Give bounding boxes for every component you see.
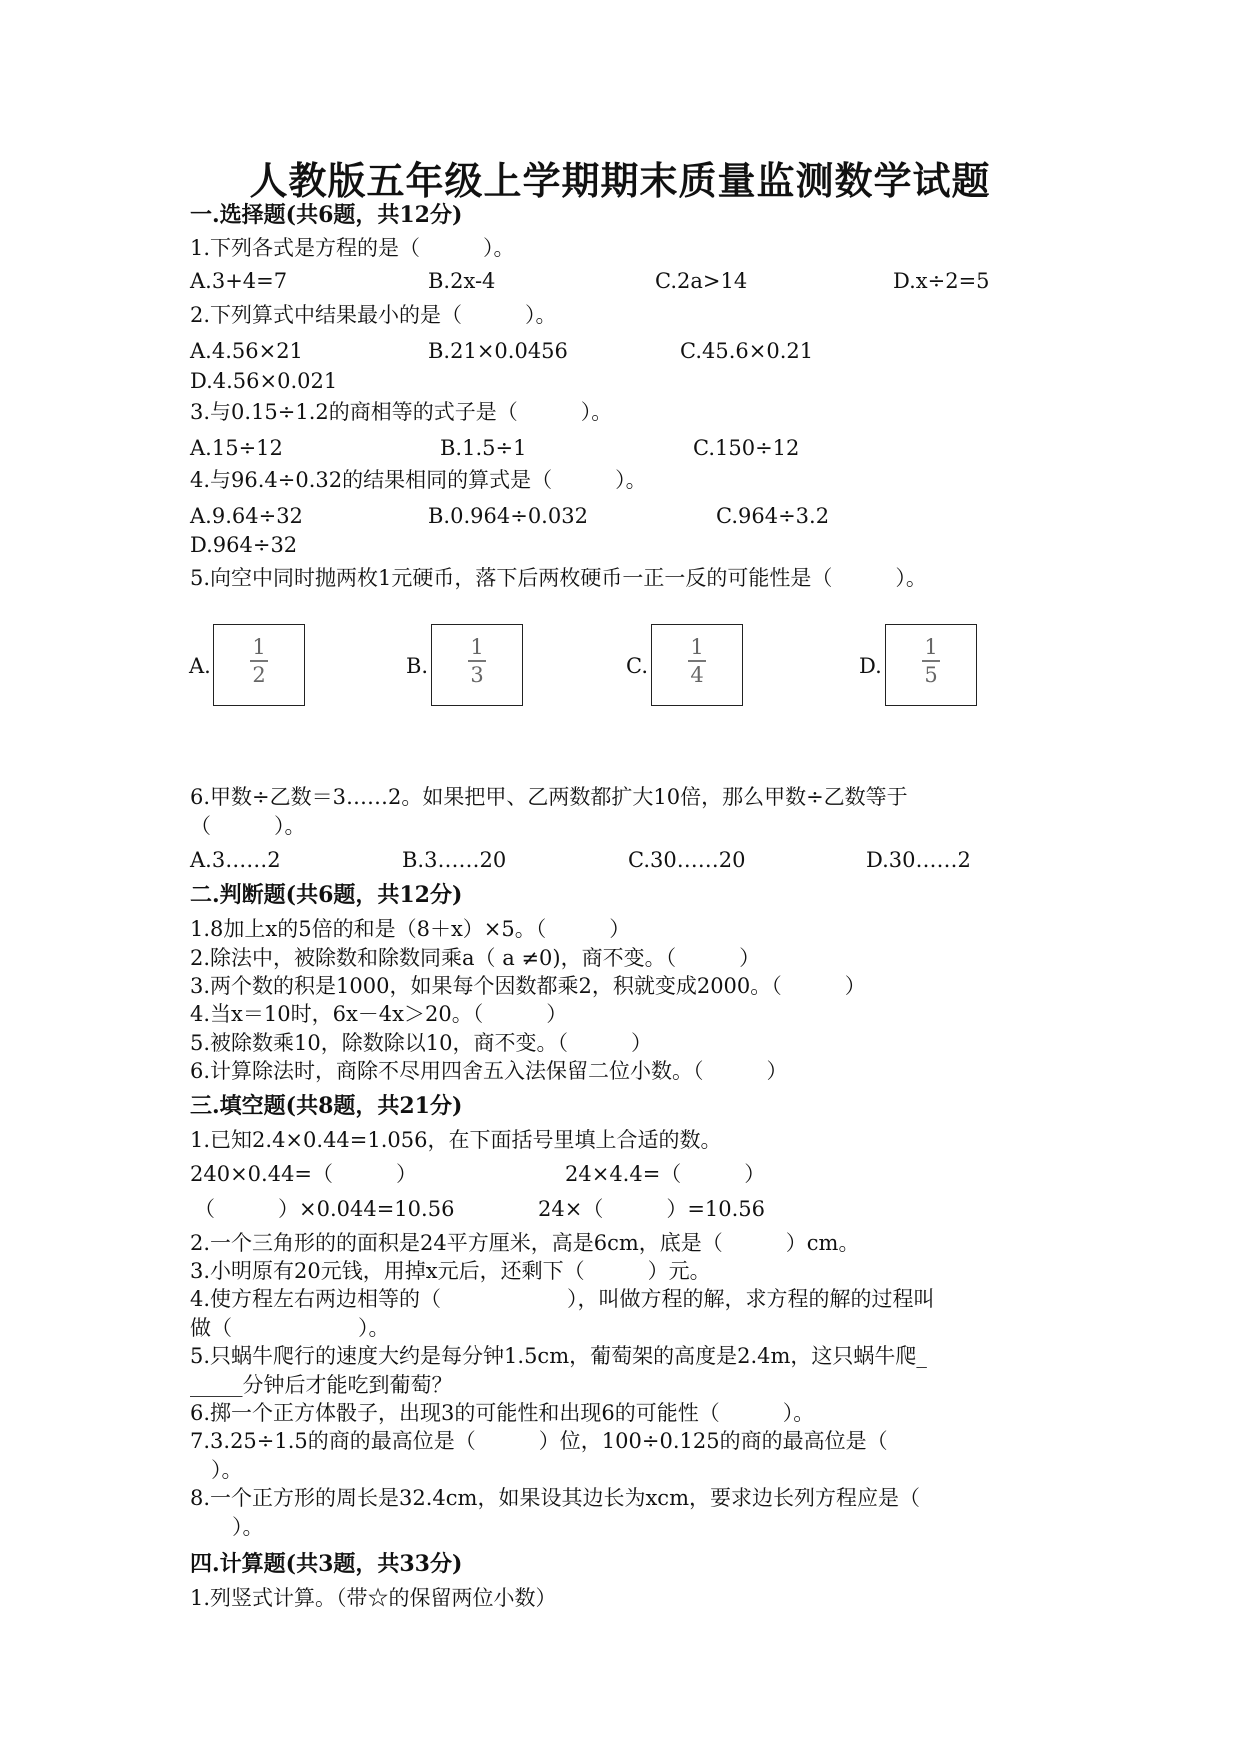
choice-q3-option-a: A.15÷12	[190, 436, 283, 460]
fraction-denominator: 4	[690, 662, 704, 687]
fraction-denominator: 5	[924, 662, 938, 687]
fraction-numerator: 1	[924, 635, 938, 659]
choice-q2-option-a: A.4.56×21	[190, 339, 303, 363]
fill-q1-part-c: （ ）×0.044=10.56	[194, 1197, 455, 1221]
choice-q5-box-c	[651, 624, 743, 706]
judge-q2: 2.除法中，被除数和除数同乘a（ a ≠0)，商不变。（ ）	[190, 946, 761, 970]
judge-q5: 5.被除数乘10，除数除以10，商不变。（ ）	[190, 1031, 652, 1055]
choice-q4: 4.与96.4÷0.32的结果相同的算式是（ ）。	[190, 468, 647, 492]
choice-q5-label-d: D.	[859, 654, 882, 678]
choice-q1-option-b: B.2x-4	[428, 269, 496, 293]
choice-q1: 1.下列各式是方程的是（ ）。	[190, 236, 515, 260]
choice-q2: 2.下列算式中结果最小的是（ ）。	[190, 303, 557, 327]
fraction-denominator: 3	[470, 662, 484, 687]
choice-q2-option-c: C.45.6×0.21	[680, 339, 814, 363]
choice-q1-option-d: D.x÷2=5	[893, 269, 990, 293]
choice-q6-option-b: B.3……20	[402, 848, 507, 872]
choice-q1-option-c: C.2a>14	[655, 269, 748, 293]
choice-q5-box-a	[213, 624, 305, 706]
fill-q8-line2: ）。	[190, 1515, 264, 1539]
judge-q1: 1.8加上x的5倍的和是（8＋x）×5。（ ）	[190, 917, 631, 941]
section-heading-choice: 一.选择题(共6题，共12分)	[190, 202, 463, 228]
choice-q6-line1: 6.甲数÷乙数＝3……2。如果把甲、乙两数都扩大10倍，那么甲数÷乙数等于	[190, 785, 908, 809]
choice-q5-label-b: B.	[406, 654, 429, 678]
judge-q3: 3.两个数的积是1000，如果每个因数都乘2，积就变成2000。（ ）	[190, 974, 866, 998]
calc-q1: 1.列竖式计算。（带☆的保留两位小数）	[190, 1586, 557, 1610]
fill-q6: 6.掷一个正方体骰子，出现3的可能性和出现6的可能性（ ）。	[190, 1401, 815, 1425]
fill-q5-line1: 5.只蜗牛爬行的速度大约是每分钟1.5cm，葡萄架的高度是2.4m，这只蜗牛爬_	[190, 1344, 927, 1368]
fill-q4-line1: 4.使方程左右两边相等的（ ），叫做方程的解，求方程的解的过程叫	[190, 1287, 935, 1311]
section-heading-calc: 四.计算题(共3题，共33分)	[190, 1551, 463, 1577]
choice-q6-line2: （ ）。	[190, 814, 306, 838]
choice-q5: 5.向空中同时抛两枚1元硬币，落下后两枚硬币一正一反的可能性是（ ）。	[190, 566, 927, 590]
fraction-denominator: 2	[252, 662, 266, 687]
section-heading-judge: 二.判断题(共6题，共12分)	[190, 882, 463, 908]
choice-q1-option-a: A.3+4=7	[190, 269, 288, 293]
choice-q5-box-b	[431, 624, 523, 706]
fill-q1-part-a: 240×0.44=（ ）	[190, 1162, 418, 1186]
section-heading-fill: 三.填空题(共8题，共21分)	[190, 1093, 463, 1119]
fraction-bar	[468, 660, 486, 662]
fraction-one-quarter	[652, 635, 742, 687]
choice-q6-option-c: C.30……20	[628, 848, 746, 872]
fill-q8-line1: 8.一个正方形的周长是32.4cm，如果设其边长为xcm，要求边长列方程应是（	[190, 1486, 920, 1510]
fill-q3: 3.小明原有20元钱，用掉x元后，还剩下（ ）元。	[190, 1259, 711, 1283]
judge-q6: 6.计算除法时，商除不尽用四舍五入法保留二位小数。（ ）	[190, 1059, 788, 1083]
choice-q2-option-b: B.21×0.0456	[428, 339, 568, 363]
choice-q2-option-d: D.4.56×0.021	[190, 369, 338, 393]
fill-q4-line2: 做（ ）。	[190, 1316, 390, 1340]
fill-q1: 1.已知2.4×0.44=1.056，在下面括号里填上合适的数。	[190, 1128, 722, 1152]
choice-q3: 3.与0.15÷1.2的商相等的式子是（ ）。	[190, 400, 613, 424]
fraction-one-half	[214, 635, 304, 687]
choice-q4-option-b: B.0.964÷0.032	[428, 504, 588, 528]
choice-q5-label-c: C.	[626, 654, 648, 678]
choice-q4-option-a: A.9.64÷32	[190, 504, 303, 528]
fraction-numerator: 1	[690, 635, 704, 659]
choice-q5-label-a: A.	[189, 654, 211, 678]
choice-q4-option-c: C.964÷3.2	[716, 504, 830, 528]
choice-q4-option-d: D.964÷32	[190, 533, 298, 557]
fraction-bar	[922, 660, 940, 662]
fraction-one-third	[432, 635, 522, 687]
choice-q5-box-d	[885, 624, 977, 706]
choice-q3-option-c: C.150÷12	[693, 436, 800, 460]
fraction-one-fifth	[886, 635, 976, 687]
page-title: 人教版五年级上学期期末质量监测数学试题	[249, 158, 991, 203]
fill-q1-part-b: 24×4.4=（ ）	[565, 1162, 766, 1186]
fraction-bar	[688, 660, 706, 662]
fill-q2: 2.一个三角形的的面积是24平方厘米，高是6cm，底是（ ）cm。	[190, 1231, 860, 1255]
choice-q3-option-b: B.1.5÷1	[440, 436, 527, 460]
choice-q6-option-a: A.3……2	[190, 848, 281, 872]
fraction-bar	[250, 660, 268, 662]
fill-q5-line2: _____分钟后才能吃到葡萄？	[190, 1373, 453, 1397]
fraction-numerator: 1	[252, 635, 266, 659]
fraction-numerator: 1	[470, 635, 484, 659]
fill-q7-line1: 7.3.25÷1.5的商的最高位是（ ）位，100÷0.125的商的最高位是（	[190, 1429, 888, 1453]
fill-q1-part-d: 24×（ ）=10.56	[538, 1197, 766, 1221]
judge-q4: 4.当x＝10时，6x－4x＞20。（ ）	[190, 1002, 568, 1026]
fill-q7-line2: ）。	[190, 1458, 243, 1482]
choice-q6-option-d: D.30……2	[866, 848, 971, 872]
